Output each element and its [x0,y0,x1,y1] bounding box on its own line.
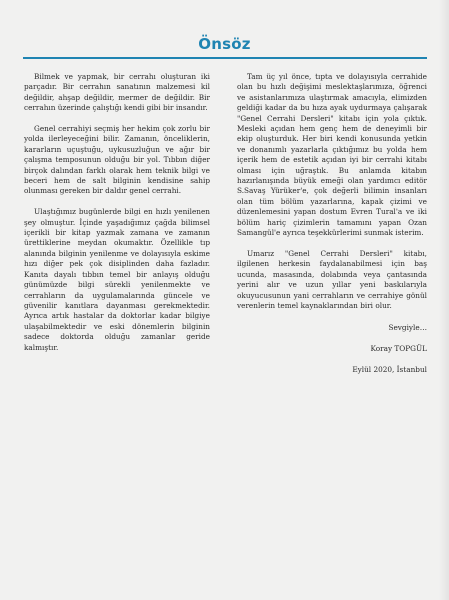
paragraph-4: Tam üç yıl önce, tıpta ve dolayısıyla cerrahide olan bu hızlı değişimi meslektaşlarımıza, öğrenci ve asistanlarımıza ulaştırmak amacıyla, elimizden geldiği kadar da bu hıza ayak uydurmaya çalışarak "Genel Cerrahi Dersleri" kitabı için yola çıktık. Mesleki açıdan hem genç hem de deneyimli bir ekip oluşturduk. Her biri kendi konusunda yetkin ve donanımlı yazarlarla çıktığımız bu yolda hem içerik hem de estetik açıdan iyi bir cerrahi kitabı olması için uğraştık. Bu anlamda kitabın hazırlanışında büyük emeği olan yardımcı editör S.Savaş Yürüker'e, çok değerli bilimin insanları olan tüm bölüm yazarlarına, kapak çizimi ve düzenlemesini yapan dostum Evren Tural'a ve iki bölüm hariç çizimlerin tamamını yapan Ozan Samangül'e ayrıca teşekkürlerimi sunmak isterim. [237,72,427,238]
page-edge-shadow [439,0,449,600]
paragraph-3: Ulaştığımız bugünlerde bilgi en hızlı yenilenen şey olmuştur. İçinde yaşadığımız çağda bilimsel içerikli bir kitap yazmak zamana ve zamanın ürettiklerine meydan okumaktır. Özellikle tıp alanında bilginin yenilenme ve dolayısıyla eskime hızı diğer pek çok disiplinden daha fazladır. Kanıta dayalı tıbbın temel bir anlayış olduğu günümüzde bilgi sürekli yenilenmekte ve cerrahların da uygulamalarında güncele ve güvenilir kanıtlara dayanması gerekmektedir. Ayrıca artık hastalar da doktorlar kadar bilgiye ulaşabilmektedir ve eski dönemlerin bilginin sadece doktorda olduğu zamanlar geride kalmıştır. [24,207,210,352]
paragraph-2: Genel cerrahiyi seçmiş her hekim çok zorlu bir yolda ilerleyeceğini bilir. Zamanın, önceliklerin, kararların uçuştuğu, uykusuzluğun ve ağır bir çalışma temposunun olduğu bir yol. Tıbbın diğer birçok dalından farklı olarak hem teknik bilgi ve beceri hem de salt bilginin kendisine sahip olunması gereken bir daldır genel cerrahi. [24,124,210,196]
signature-date: Eylül 2020, İstanbul [352,364,427,374]
signature-closing: Sevgiyle… [388,323,427,333]
page-title: Önsöz [198,35,251,53]
title-rule [23,57,427,59]
right-column [237,72,427,386]
left-column [24,72,210,363]
paragraph-5: Umarız "Genel Cerrahi Dersleri" kitabı, ilgilenen herkesin faydalanabilmesi için baş ucunda, masasında, dolabında veya çantasında yerini alır ve uzun yıllar yeni baskılarıyla okuyucusunun yani cerrahların ve cerrahiye gönül verenlerin temel kaynaklarından biri olur. [237,248,427,310]
paragraph-1: Bilmek ve yapmak, bir cerrahı oluşturan iki parçadır. Bir cerrahın sanatının malzemesi kil değildir, ahşap değildir, mermer de değildir. Bir cerrahın üzerinde çalıştığı kendi gibi bir insandır. [24,72,210,113]
signature-name: Koray TOPGÜL [370,344,427,354]
